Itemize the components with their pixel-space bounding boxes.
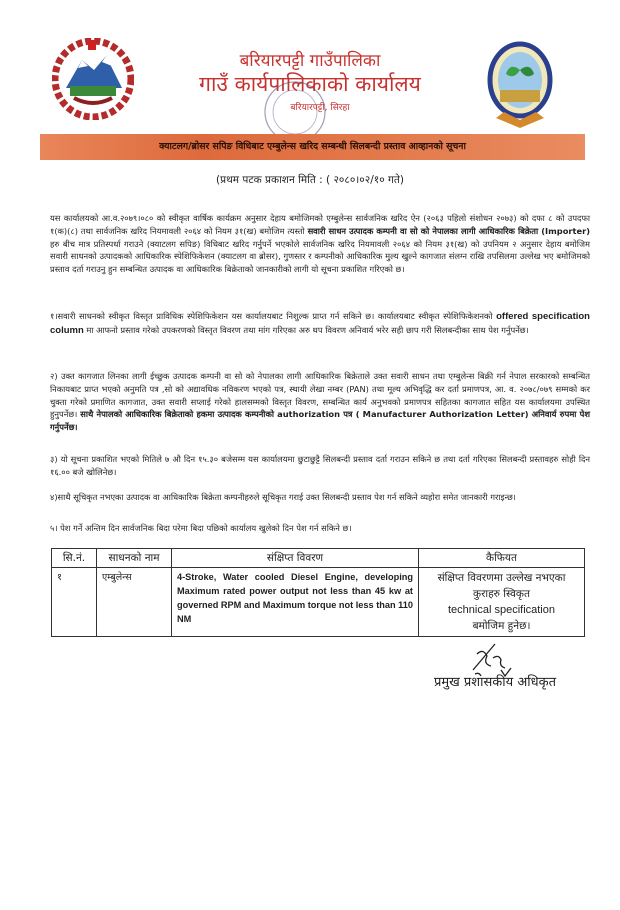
intro-text-2: हरु बीच मात्र प्रतिस्पर्धा गराउने (क्याटलग सपिङ) विधिबाट खरिद गर्नुपर्ने भएकोले सार्वजनिक खरिद नियमावली २०६४ को नियम ३१(ख) को उपनियम २ अनुसार देहाय बमोजिम सवारी साधनको उत्पादकको आधिकारिक स्पेशिफिकेशन (क्याटलग वा ब्रोसर), गुणस्तर र कम्पनीको आधिकारिक मुल्य खुल्ने कागजात संलग्न राखि तपसिलमा उल्लेख भए बमोजिमको प्रस्ताव दर्ता गराउनु हुन सम्बन्धित उत्पादक वा आधिकारिक बिक्रेताको जानकारीको लागी यो सूचना प्रकाशित गरिएको छ। (50, 238, 590, 275)
items-table (51, 548, 585, 637)
signatory-title: प्रमुख प्रशासकीय अधिकृत (433, 675, 557, 690)
point-5: ५। पेश गर्ने अन्तिम दिन सार्वजनिक बिदा परेमा बिदा पछिको कार्यालय खुलेको दिन पेश गर्न सकिने छ। (50, 523, 352, 533)
office-address: बरियारपट्टी, सिरहा (290, 103, 350, 113)
municipality-name: बरियारपट्टी गाउँपालिका (239, 51, 381, 71)
header-item-name: साधनको नाम (97, 549, 172, 568)
cell-item-name: एम्बुलेन्स (97, 568, 172, 637)
office-name: गाउँ कार्यपालिकाको कार्यालय (199, 72, 421, 96)
remark-line-3: बमोजिम हुनेछ। (472, 620, 531, 632)
cell-sn: १ (52, 568, 97, 637)
point-2 (50, 370, 590, 434)
remark-line-1: संक्षिप्त विवरणमा उल्लेख नभएका कुराहरु स्विकृत (437, 572, 566, 600)
point-1-text-2: मा आफनो प्रस्ताव गरेको उपकरणको विस्तृत विवरण तथा मांग गरिएका अरु थप विवरण अनिवार्य भरेर सही छाप गरी सिलबन्दीका साथ पेश गर्नुपर्नेछ। (83, 324, 529, 335)
table-row (52, 568, 585, 637)
cell-remarks (419, 568, 585, 637)
point-2-text: २) उक्त कागजात लिनका लागी ईच्छुक उत्पादक कम्पनी वा सो को नेपालका लागी आधिकारिक बिक्रेताले उक्त सवारी साधन तथा एम्बुलेन्स बिक्री गर्न नेपाल सरकारको सम्बन्धित निकायबाट प्राप्त भएको अनुमति पत्र ,सो को अद्यावधिक नविकरण भएको पत्र, स्थायी लेखा नम्बर (PAN) तथा मूल्य अभिवृद्धि कर दर्ता प्रमाणपत्र, आ. व. २०७८/०७९ सम्मको कर चुक्ता गरेको प्रमाणित कागजात, उक्त सवारी सप्लाई गरेको हालसम्मको विस्तृत विवरण, सम्बन्धित कार्य अनुभवको प्रमाणपत्र सहितका कागजात सहित यस कार्यालयमा उपस्थित हुनुपर्नेछ। (50, 371, 590, 420)
header-remarks: कैफियत (419, 549, 585, 568)
point-3: ३) यो सूचना प्रकाशित भएको मितिले ७ औ दिन १५.३० बजेसम्म यस कार्यालयमा छुटाछुट्टै सिलबन्दी प्रस्ताव दर्ता गराउन सकिने छ तथा दर्ता गरिएका सिलबन्दी प्रस्तावहरु सोही दिन १६.०० बजे खोलिनेछ। (50, 454, 590, 477)
point-1-english: offered specification column (50, 311, 590, 336)
point-1-text-1: १।सवारी साधनको स्वीकृत विस्तृत प्राविधिक स्पेशिफिकेशन यस कार्यालयबाट निशुल्क प्राप्त गर्न सकिने छ। कार्यालयबाट स्वीकृत स्पेशिफिकेशनको (50, 311, 497, 321)
cell-description: 4-Stroke, Water cooled Diesel Engine, developing Maximum rated power output not less than 45 kw at governed RPM and Maximum torque not less than 110 NM (172, 568, 419, 637)
intro-text-1: यस कार्यालयको आ.व.२०७९।०८० को स्वीकृत वार्षिक कार्यक्रम अनुसार देहाय बमोजिमको एम्बुलेन्स सार्वजनिक खरिद ऐन (२०६३ पहिलो संशोधन २०७३) को दफा ८ को उपदफा १(क)(८) तथा सार्वजनिक खरिद नियमावली २०६४ को नियम ३१(ख) बमोजिम त्यस्तो (50, 213, 590, 236)
header-description: संक्षिप्त विवरण (172, 549, 419, 568)
intro-bold-text: सवारी साधन उत्पादक कम्पनी वा सो को नेपालका लागी आधिकारिक बिक्रेता (Importer) (307, 225, 590, 236)
point-2-bold-text: साथै नेपालको आधिकारिक बिक्रेताको हकमा उत्पादक कम्पनीको authorization पत्र ( Manufacturer Authorization Letter) अनिवार्य रुपमा पेश गर्नुपर्नेछ। (50, 409, 590, 433)
point-1 (50, 310, 590, 338)
point-4: ४)साथै सूचिकृत नभएका उत्पादक वा आधिकारिक बिक्रेता कम्पनीहरुले सूचिकृत गराई उक्त सिलबन्दी प्रस्ताव पेश गर्न सकिने व्यहोरा समेत जानकारी गराइन्छ। (50, 492, 516, 502)
remark-line-2: technical specification (447, 604, 555, 616)
publication-date: (प्रथम पटक प्रकाशन मिति : ( २०८०।०२/१० गते) (216, 174, 404, 186)
intro-paragraph (50, 212, 590, 276)
table-header-row (52, 549, 585, 568)
notice-title-banner: क्याटलग/ब्रोसर सपिङ विधिबाट एम्बुलेन्स खरिद सम्बन्धी सिलबन्दी प्रस्ताव आव्हानको सूचना (40, 134, 585, 160)
header-sn: सि.नं. (52, 549, 97, 568)
